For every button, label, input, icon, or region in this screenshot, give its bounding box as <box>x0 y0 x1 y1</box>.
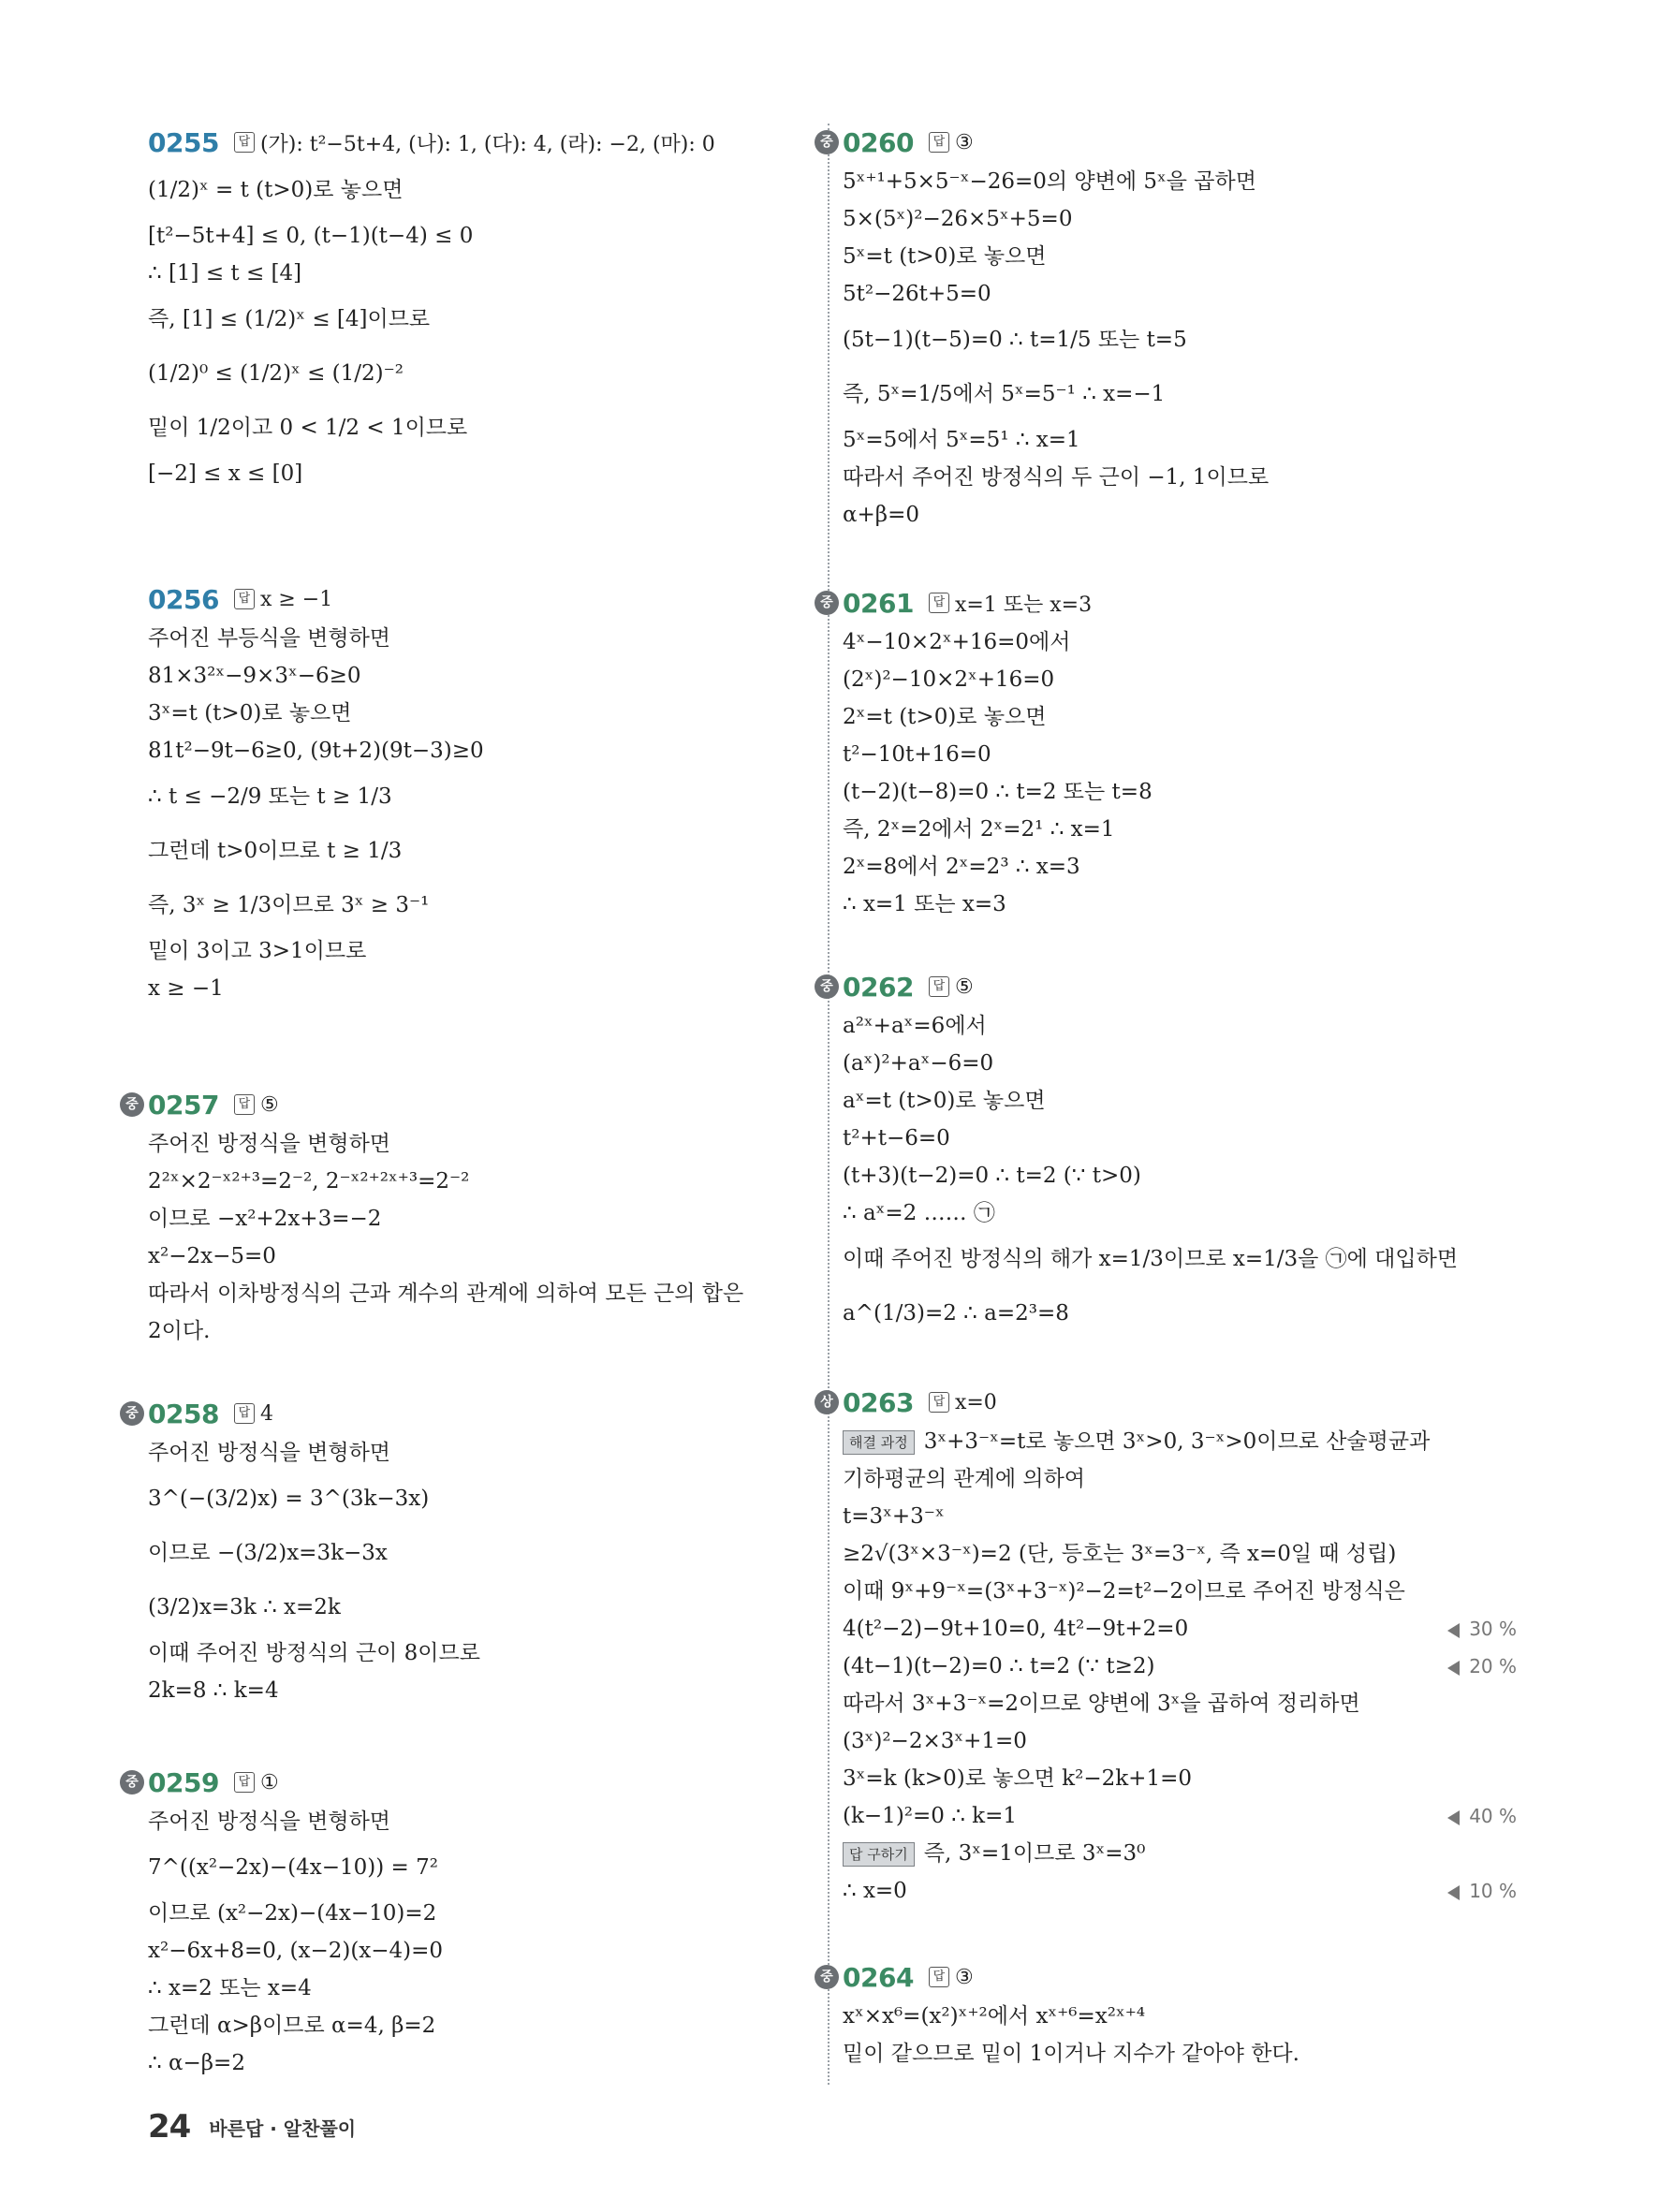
level-badge: 중 <box>815 1965 839 1989</box>
problem-header <box>820 1956 1517 1998</box>
answer-icon: 답 <box>929 1392 949 1413</box>
answer-text: x=0 <box>954 1390 997 1414</box>
solution-line: 3ˣ=t (t>0)로 놓으면 <box>148 701 352 725</box>
score-percent <box>1447 1610 1517 1648</box>
level-badge: 중 <box>815 591 839 615</box>
solution-line <box>843 1835 1517 1872</box>
answer-icon: 답 <box>929 132 949 153</box>
solution-line: (t−2)(t−8)=0 ∴ t=2 또는 t=8 <box>843 780 1152 804</box>
solution-line: 따라서 3ˣ+3⁻ˣ=2이므로 양변에 3ˣ을 곱하여 정리하면 <box>843 1692 1360 1716</box>
solution-line: 81t²−9t−6≥0, (9t+2)(9t−3)≥0 <box>148 739 484 763</box>
solution-line: x ≥ −1 <box>148 976 224 1001</box>
problem-number: 0257 <box>148 1089 219 1121</box>
problem-number: 0261 <box>843 587 914 619</box>
solution-line: 즉, 2ˣ=2에서 2ˣ=2¹ ∴ x=1 <box>843 817 1115 842</box>
problem-0261 <box>820 582 1517 923</box>
solution-line: 이므로 −(3/2)x=3k−3x <box>148 1541 388 1565</box>
level-badge: 중 <box>815 974 839 999</box>
problem-0256 <box>148 579 803 1007</box>
level-badge: 중 <box>120 1770 144 1795</box>
answer-text: ① <box>259 1770 279 1795</box>
solution-line-text: (k−1)²=0 ∴ k=1 <box>843 1804 1018 1828</box>
solution-line: 즉, [1] ≤ (1/2)ˣ ≤ [4]이므로 <box>148 307 431 331</box>
solution-line: 2ˣ=t (t>0)로 놓으면 <box>843 705 1047 729</box>
answer-text: ⑤ <box>954 974 974 999</box>
column-divider <box>828 124 830 2085</box>
page-footer <box>148 2108 356 2146</box>
answer-text: (가): t²−5t+4, (나): 1, (다): 4, (라): −2, (마): 0 <box>259 132 715 156</box>
problem-number: 0256 <box>148 583 219 615</box>
solution-line: 2ˣ=8에서 2ˣ=2³ ∴ x=3 <box>843 855 1080 879</box>
score-percent <box>1447 1872 1517 1910</box>
solution-line: 그런데 α>β이므로 α=4, β=2 <box>148 2014 436 2038</box>
solution-line: 5ˣ⁺¹+5×5⁻ˣ−26=0의 양변에 5ˣ을 곱하면 <box>843 169 1256 194</box>
problem-number: 0258 <box>148 1398 219 1429</box>
solution-line: ∴ t ≤ −2/9 또는 t ≥ 1/3 <box>148 784 392 809</box>
solution-line: ∴ [1] ≤ t ≤ [4] <box>148 261 302 286</box>
solution-line: 주어진 방정식을 변형하면 <box>148 1132 391 1156</box>
solve-process-tag: 해결 과정 <box>843 1430 915 1455</box>
solution-line: ≥2√(3ˣ×3⁻ˣ)=2 (단, 등호는 3ˣ=3⁻ˣ, 즉 x=0일 때 성립) <box>843 1542 1397 1566</box>
solution-line-text: 4(t²−2)−9t+10=0, 4t²−9t+2=0 <box>843 1617 1189 1641</box>
answer-text: x ≥ −1 <box>259 587 333 611</box>
solution-line: 따라서 주어진 방정식의 두 근이 −1, 1이므로 <box>843 465 1270 490</box>
solution-line: 2이다. <box>148 1319 211 1343</box>
solution-line: 7^((x²−2x)−(4x−10)) = 7² <box>148 1855 438 1880</box>
solution-line: (3/2)x=3k ∴ x=2k <box>148 1595 341 1619</box>
solution-line: 즉, 3ˣ ≥ 1/3이므로 3ˣ ≥ 3⁻¹ <box>148 893 430 917</box>
problem-0260 <box>820 122 1517 534</box>
solution-line: ∴ aˣ=2 …… ㉠ <box>843 1201 995 1225</box>
page-number: 24 <box>148 2108 191 2146</box>
answer-icon: 답 <box>234 1772 255 1793</box>
solution-line-text: (4t−1)(t−2)=0 ∴ t=2 (∵ t≥2) <box>843 1654 1155 1678</box>
solution-line: aˣ=t (t>0)로 놓으면 <box>843 1089 1046 1113</box>
score-percent-text: 30 % <box>1469 1618 1517 1640</box>
solution-line: ∴ α−β=2 <box>148 2051 245 2075</box>
score-percent-text: 40 % <box>1469 1805 1517 1827</box>
answer-text: ③ <box>954 1965 974 1989</box>
score-percent-text: 20 % <box>1469 1655 1517 1677</box>
solution-line: 3ˣ=k (k>0)로 놓으면 k²−2k+1=0 <box>843 1766 1192 1791</box>
solution-line: 5×(5ˣ)²−26×5ˣ+5=0 <box>843 207 1073 231</box>
solution-line: (1/2)ˣ = t (t>0)로 놓으면 <box>148 178 404 202</box>
solution-line: a^(1/3)=2 ∴ a=2³=8 <box>843 1301 1069 1326</box>
answer-text: ⑤ <box>259 1092 279 1117</box>
score-percent <box>1447 1648 1517 1685</box>
solution-line: 2k=8 ∴ k=4 <box>148 1678 279 1703</box>
solution-line: 5ˣ=t (t>0)로 놓으면 <box>843 244 1047 269</box>
solution-line: 따라서 이차방정식의 근과 계수의 관계에 의하여 모든 근의 합은 <box>148 1282 744 1306</box>
problem-header <box>820 122 1517 163</box>
solution-line: x²−6x+8=0, (x−2)(x−4)=0 <box>148 1939 444 1963</box>
solution-line: 밑이 3이고 3>1이므로 <box>148 939 367 963</box>
problem-0258 <box>125 1393 803 1709</box>
solution-line: x²−2x−5=0 <box>148 1244 276 1268</box>
book-title: 바른답 · 알찬풀이 <box>209 2117 357 2140</box>
solution-line: 밑이 1/2이고 0 < 1/2 < 1이므로 <box>148 416 468 440</box>
solution-line: t²−10t+16=0 <box>843 742 991 767</box>
solution-line: 기하평균의 관계에 의하여 <box>843 1467 1086 1491</box>
problem-number: 0259 <box>148 1766 219 1798</box>
problem-0262 <box>820 966 1517 1340</box>
problem-header <box>820 582 1517 623</box>
solution-line: (3ˣ)²−2×3ˣ+1=0 <box>843 1729 1027 1753</box>
triangle-left-icon <box>1447 1885 1460 1900</box>
solution-line: (2ˣ)²−10×2ˣ+16=0 <box>843 667 1055 692</box>
answer-icon: 답 <box>234 1403 255 1424</box>
problem-0259 <box>125 1762 803 2082</box>
answer-icon: 답 <box>234 1094 255 1115</box>
answer-icon: 답 <box>234 589 255 609</box>
problem-header <box>148 579 803 620</box>
solution-line: 이므로 (x²−2x)−(4x−10)=2 <box>148 1901 437 1926</box>
solution-line: 3^(−(3/2)x) = 3^(3k−3x) <box>148 1487 430 1511</box>
score-percent <box>1447 1797 1517 1835</box>
solution-line: 밑이 같으므로 밑이 1이거나 지수가 같아야 한다. <box>843 2042 1299 2066</box>
solution-line-text: 3ˣ+3⁻ˣ=t로 놓으면 3ˣ>0, 3⁻ˣ>0이므로 산술평균과 <box>923 1429 1431 1454</box>
level-badge: 중 <box>815 130 839 154</box>
solution-line: a²ˣ+aˣ=6에서 <box>843 1014 987 1038</box>
solution-line: [t²−5t+4] ≤ 0, (t−1)(t−4) ≤ 0 <box>148 224 474 248</box>
score-percent-text: 10 % <box>1469 1880 1517 1902</box>
answer-text: ③ <box>954 130 974 154</box>
solution-line: α+β=0 <box>843 503 920 527</box>
solution-line: 이때 9ˣ+9⁻ˣ=(3ˣ+3⁻ˣ)²−2=t²−2이므로 주어진 방정식은 <box>843 1579 1405 1604</box>
solution-line: 5t²−26t+5=0 <box>843 282 991 306</box>
problem-header <box>125 1084 803 1125</box>
find-answer-tag: 답 구하기 <box>843 1842 915 1867</box>
solution-line: [−2] ≤ x ≤ [0] <box>148 461 303 486</box>
solution-line: (1/2)⁰ ≤ (1/2)ˣ ≤ (1/2)⁻² <box>148 361 404 386</box>
triangle-left-icon <box>1447 1810 1460 1825</box>
problem-number: 0264 <box>843 1961 914 1993</box>
answer-icon: 답 <box>929 976 949 997</box>
solution-line <box>843 1610 1517 1648</box>
triangle-left-icon <box>1447 1623 1460 1638</box>
level-badge: 중 <box>120 1401 144 1426</box>
solution-line: (5t−1)(t−5)=0 ∴ t=1/5 또는 t=5 <box>843 328 1187 352</box>
level-badge: 상 <box>815 1390 839 1414</box>
problem-header <box>148 122 803 163</box>
problem-0255 <box>148 122 803 492</box>
solution-line: t²+t−6=0 <box>843 1126 950 1150</box>
problem-header <box>820 966 1517 1007</box>
answer-text: x=1 또는 x=3 <box>954 593 1093 617</box>
solution-line-text: 즉, 3ˣ=1이므로 3ˣ=3⁰ <box>923 1841 1146 1866</box>
solution-line <box>843 1648 1517 1685</box>
solution-line: ∴ x=2 또는 x=4 <box>148 1976 312 2000</box>
solution-line: 즉, 5ˣ=1/5에서 5ˣ=5⁻¹ ∴ x=−1 <box>843 382 1166 406</box>
solution-line: 이때 주어진 방정식의 해가 x=1/3이므로 x=1/3을 ㉠에 대입하면 <box>843 1247 1459 1271</box>
solution-line: 5ˣ=5에서 5ˣ=5¹ ∴ x=1 <box>843 428 1080 452</box>
solution-line: 2²ˣ×2⁻ˣ²⁺³=2⁻², 2⁻ˣ²⁺²ˣ⁺³=2⁻² <box>148 1169 470 1194</box>
problem-header <box>125 1762 803 1803</box>
answer-text: 4 <box>259 1401 273 1426</box>
solution-line: 주어진 방정식을 변형하면 <box>148 1809 391 1834</box>
problem-number: 0262 <box>843 971 914 1003</box>
solution-line-text: ∴ x=0 <box>843 1879 907 1903</box>
problem-0263 <box>820 1382 1517 1910</box>
solution-line: 이므로 −x²+2x+3=−2 <box>148 1207 382 1231</box>
answer-icon: 답 <box>929 593 949 613</box>
solution-line: 이때 주어진 방정식의 근이 8이므로 <box>148 1641 480 1665</box>
solution-line: 주어진 부등식을 변형하면 <box>148 626 391 651</box>
solution-line: t=3ˣ+3⁻ˣ <box>843 1504 945 1529</box>
triangle-left-icon <box>1447 1661 1460 1676</box>
solution-line: xˣ×x⁶=(x²)ˣ⁺²에서 xˣ⁺⁶=x²ˣ⁺⁴ <box>843 2004 1146 2029</box>
solution-line: (aˣ)²+aˣ−6=0 <box>843 1051 994 1076</box>
solution-line <box>843 1797 1517 1835</box>
solution-line: 4ˣ−10×2ˣ+16=0에서 <box>843 630 1071 654</box>
problem-header <box>125 1393 803 1434</box>
problem-0264 <box>820 1956 1517 2073</box>
solution-line: ∴ x=1 또는 x=3 <box>843 892 1006 916</box>
solution-line <box>843 1423 1517 1460</box>
problem-number: 0260 <box>843 126 914 158</box>
level-badge: 중 <box>120 1092 144 1117</box>
solution-line: 81×3²ˣ−9×3ˣ−6≥0 <box>148 664 361 688</box>
problem-number: 0263 <box>843 1386 914 1418</box>
problem-0257 <box>125 1084 803 1350</box>
answer-icon: 답 <box>929 1967 949 1987</box>
problem-header <box>820 1382 1517 1423</box>
solution-line: 그런데 t>0이므로 t ≥ 1/3 <box>148 839 403 863</box>
solution-line: 주어진 방정식을 변형하면 <box>148 1441 391 1465</box>
problem-number: 0255 <box>148 126 219 158</box>
answer-icon: 답 <box>234 132 255 153</box>
solution-line: (t+3)(t−2)=0 ∴ t=2 (∵ t>0) <box>843 1164 1141 1188</box>
solution-line <box>843 1872 1517 1910</box>
